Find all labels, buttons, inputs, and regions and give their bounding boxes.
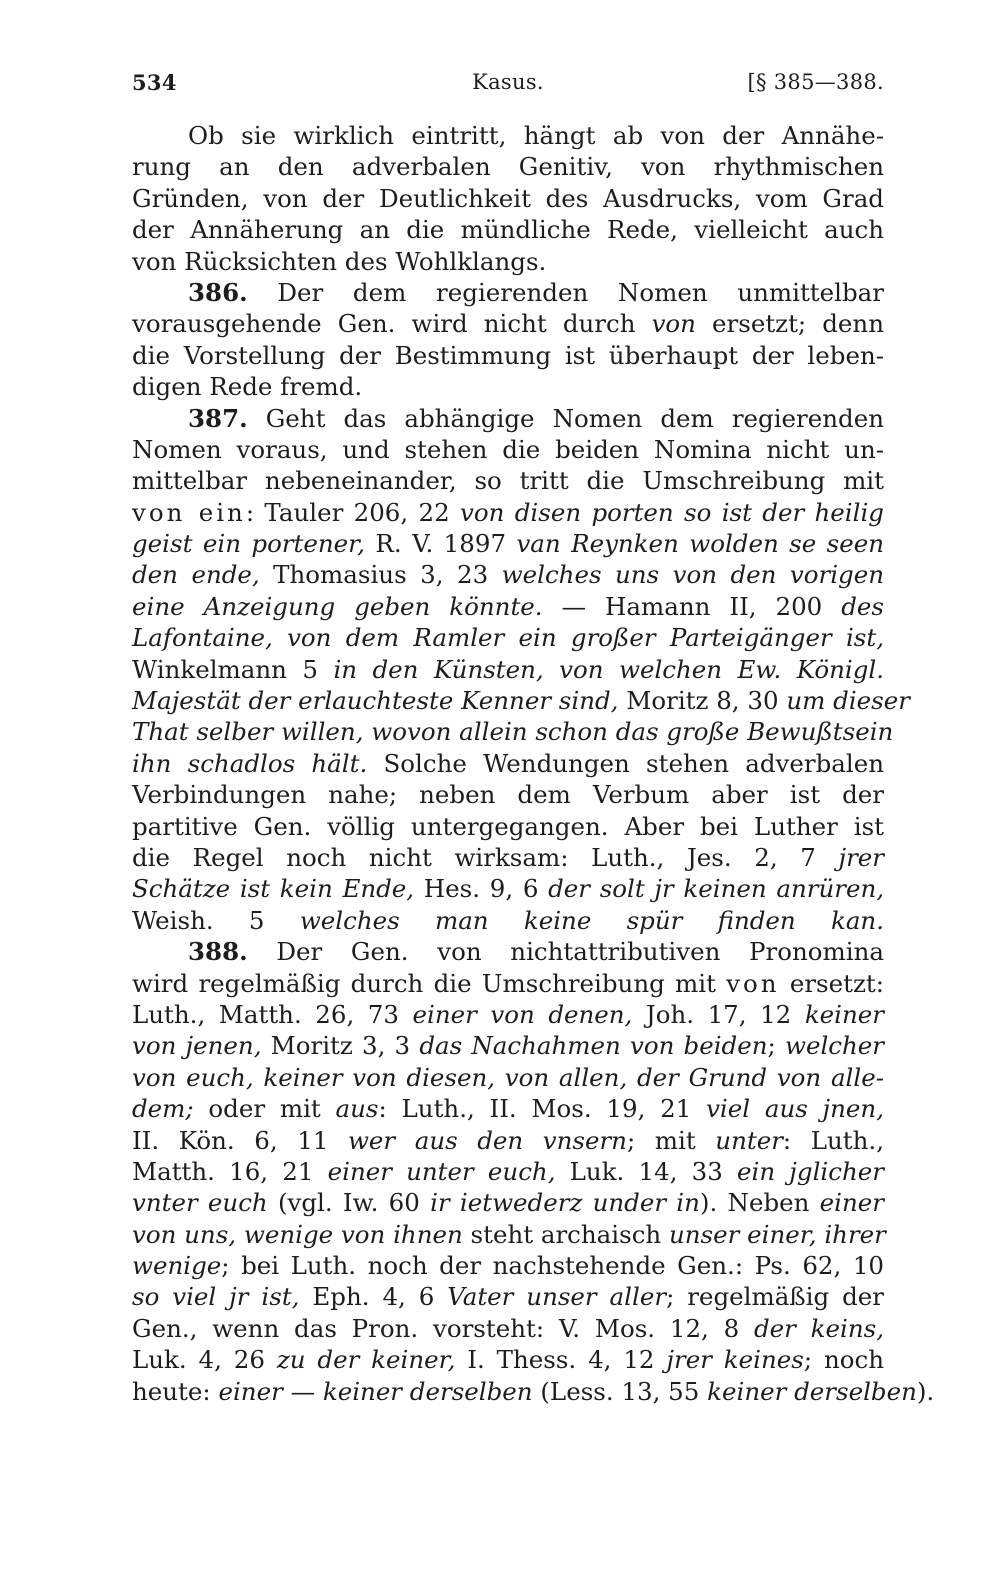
text-segment: ;	[767, 1031, 785, 1061]
text-segment: Hes. 9, 6	[414, 874, 549, 904]
text-segment: van Reynken wolden se seen	[516, 529, 885, 559]
page-number: 534	[132, 70, 177, 95]
section-number: 386.	[188, 277, 248, 307]
text-line	[132, 622, 884, 653]
text-segment: aus	[335, 1094, 379, 1124]
text-line	[132, 1250, 884, 1281]
text-segment: Nomen voraus, und stehen die beiden Nomina nicht un-	[132, 434, 884, 464]
text-segment: oder mit	[193, 1094, 336, 1124]
text-line	[132, 842, 884, 873]
text-segment: den ende,	[132, 560, 260, 590]
text-line	[132, 183, 884, 214]
text-segment: wenige	[132, 1251, 222, 1281]
text-segment: That selber willen, wovon allein schon das große Bewußtsein	[132, 717, 894, 747]
text-segment: ; noch	[803, 1345, 884, 1375]
section-number: 388.	[188, 937, 248, 967]
text-segment: das Nachahmen von beiden	[419, 1031, 768, 1061]
text-segment: (vgl. Iw. 60	[267, 1188, 431, 1218]
text-segment: von	[726, 968, 780, 998]
page-header	[132, 70, 884, 106]
text-segment: Vater unser aller	[447, 1282, 667, 1312]
text-segment: Luk. 4, 26	[132, 1345, 277, 1375]
text-segment: Matth. 16, 21	[132, 1156, 328, 1186]
text-segment: Verbindungen nahe; neben dem Verbum aber ist der	[132, 780, 884, 810]
text-segment: : Luth.,	[782, 1125, 884, 1155]
text-segment: Winkelmann 5	[132, 654, 334, 684]
text-segment: von euch, keiner von diesen, von allen, der Grund von alle-	[132, 1062, 884, 1092]
text-segment: steht archaisch	[462, 1219, 669, 1249]
text-segment: der Annäherung an die mündliche Rede, vielleicht auch	[132, 215, 884, 245]
text-line	[132, 811, 884, 842]
text-segment: Gründen, von der Deutlichkeit des Ausdrucks, vom Grad	[132, 183, 884, 213]
text-segment: I. Thess. 4, 12	[455, 1345, 667, 1375]
text-line	[132, 748, 884, 779]
text-segment: jrer	[838, 842, 884, 872]
text-segment: ir ietwederz under in	[430, 1188, 700, 1218]
text-segment: zu der keiner,	[276, 1345, 456, 1375]
text-line	[132, 151, 884, 182]
text-segment: des	[841, 591, 885, 621]
text-line	[132, 905, 884, 936]
text-segment: keiner	[804, 999, 884, 1029]
text-segment: digen Rede fremd.	[132, 372, 363, 402]
text-segment: ; mit	[626, 1125, 716, 1155]
text-segment: — Hamann II, 200	[542, 591, 842, 621]
text-segment: geist ein portener,	[132, 529, 365, 559]
text-segment: Der Gen. von nichtattributiven Pronomina	[247, 937, 884, 967]
text-segment: ersetzt; denn	[695, 309, 884, 339]
text-segment: die Vorstellung der Bestimmung ist überhaupt der leben-	[132, 340, 884, 370]
text-segment: Thomasius 3, 23	[259, 560, 502, 590]
text-segment: einer — keiner derselben	[218, 1376, 533, 1406]
text-segment: welches uns von den vorigen	[501, 560, 884, 590]
text-line	[132, 308, 884, 339]
section-range: [§ 385—388.	[747, 70, 884, 94]
text-segment: Luth., Matth. 26, 73	[132, 999, 413, 1029]
text-line	[132, 214, 884, 245]
text-segment: ).	[916, 1376, 935, 1406]
text-line	[132, 1093, 884, 1124]
text-segment: ; bei Luth. noch der nachstehende Gen.: Ps. 62, 10	[221, 1251, 884, 1281]
text-segment: heute:	[132, 1376, 219, 1406]
text-line	[132, 120, 884, 151]
text-segment: welches man keine spür finden kan.	[299, 905, 884, 935]
text-segment: : Tauler 206, 22	[245, 497, 461, 527]
text-line	[132, 340, 884, 371]
text-line	[132, 497, 884, 528]
text-segment: der solt jr keinen anrüren,	[548, 874, 885, 904]
text-segment: unter	[715, 1125, 783, 1155]
text-segment: Gen., wenn das Pron. vorsteht: V. Mos. 12, 8	[132, 1313, 754, 1343]
text-segment: einer unter euch,	[327, 1156, 556, 1186]
text-segment: viel aus jnen,	[706, 1094, 884, 1124]
text-segment: Ob sie wirklich eintritt, hängt ab von der Annähe-	[188, 121, 884, 150]
text-line	[132, 559, 884, 590]
text-segment: von disen porten so ist der heilig	[460, 497, 884, 527]
text-segment: ; regelmäßig der	[666, 1282, 885, 1312]
text-line	[132, 654, 884, 685]
text-segment: von	[651, 309, 696, 339]
text-line	[132, 277, 884, 308]
section-number: 387.	[188, 403, 248, 433]
text-line	[132, 591, 884, 622]
text-segment: Majestät der erlauchteste Kenner sind,	[132, 686, 619, 716]
text-line	[132, 1313, 884, 1344]
text-line	[132, 403, 884, 434]
text-segment: R. V. 1897	[364, 529, 517, 559]
text-line	[132, 1187, 884, 1218]
text-line	[132, 246, 884, 277]
text-line	[132, 1125, 884, 1156]
text-segment: einer	[819, 1188, 884, 1218]
text-segment: um dieser	[786, 686, 910, 716]
text-segment: eine Anzeigung geben könnte.	[132, 591, 543, 621]
text-segment: vnter euch	[132, 1188, 268, 1218]
text-segment: Moritz 3, 3	[261, 1031, 420, 1061]
text-segment: ein jglicher	[737, 1156, 884, 1186]
text-segment: dem;	[132, 1094, 194, 1124]
running-title: Kasus.	[472, 70, 544, 94]
text-segment: so viel jr ist,	[132, 1282, 300, 1312]
text-segment: wer aus den vnsern	[347, 1125, 627, 1155]
text-line	[132, 999, 884, 1030]
text-segment: die Regel noch nicht wirksam: Luth., Jes. 2, 7	[132, 842, 839, 872]
text-segment: Der dem regierenden Nomen unmittelbar	[247, 277, 884, 307]
text-segment: ersetzt:	[779, 968, 884, 998]
text-segment: in den Künsten, von welchen Ew. Königl.	[333, 654, 885, 684]
text-segment: (Less. 13, 55	[532, 1376, 708, 1406]
text-line	[132, 936, 884, 967]
text-segment: von jenen,	[132, 1031, 262, 1061]
text-segment: Schätze ist kein Ende,	[132, 874, 415, 904]
text-line	[132, 1376, 935, 1407]
text-segment: unser einer, ihrer	[669, 1219, 886, 1249]
text-line	[132, 1062, 884, 1093]
text-line	[132, 1030, 884, 1061]
text-line	[132, 873, 884, 904]
text-segment: von Rücksichten des Wohlklangs.	[132, 246, 547, 276]
text-segment: von uns, wenige von ihnen	[132, 1219, 463, 1249]
text-segment: II. Kön. 6, 11	[132, 1125, 348, 1155]
text-line	[132, 1219, 884, 1250]
text-segment: welcher	[784, 1031, 884, 1061]
text-line	[132, 968, 884, 999]
text-segment: Geht das abhängige Nomen dem regierenden	[247, 403, 884, 433]
text-line	[132, 685, 910, 716]
text-segment: Joh. 17, 12	[632, 999, 805, 1029]
text-segment: : Luth., II. Mos. 19, 21	[378, 1094, 707, 1124]
text-line	[132, 716, 894, 747]
text-segment: jrer keines	[666, 1345, 804, 1375]
text-segment: Luk. 14, 33	[555, 1156, 738, 1186]
text-line	[132, 779, 884, 810]
text-segment: der keins,	[753, 1313, 884, 1343]
text-line	[132, 434, 884, 465]
text-line	[132, 528, 884, 559]
text-segment: wird regelmäßig durch die Umschreibung mit	[132, 968, 727, 998]
text-segment: partitive Gen. völlig untergegangen. Aber bei Luther ist	[132, 811, 884, 841]
text-segment: Lafontaine, von dem Ramler ein großer Parteigänger ist,	[132, 623, 884, 653]
text-line	[132, 1344, 884, 1375]
text-line	[132, 371, 884, 402]
text-segment: ihn schadlos hält.	[132, 748, 368, 778]
text-segment: von ein	[132, 497, 246, 527]
text-segment: rung an den adverbalen Genitiv, von rhythmischen	[132, 152, 884, 182]
text-segment: ). Neben	[699, 1188, 820, 1218]
text-segment: einer von denen,	[412, 999, 633, 1029]
text-segment: mittelbar nebeneinander, so tritt die Umschreibung mit	[132, 466, 884, 496]
text-segment: Eph. 4, 6	[299, 1282, 448, 1312]
text-line	[132, 465, 884, 496]
text-segment: Weish. 5	[132, 905, 300, 935]
text-segment: Solche Wendungen stehen adverbalen	[367, 748, 884, 778]
text-line	[132, 1156, 884, 1187]
text-segment: Moritz 8, 30	[618, 686, 787, 716]
text-segment: keiner derselben	[707, 1376, 917, 1406]
body-text	[132, 120, 935, 1407]
text-segment: vorausgehende Gen. wird nicht durch	[132, 309, 652, 339]
text-line	[132, 1281, 884, 1312]
